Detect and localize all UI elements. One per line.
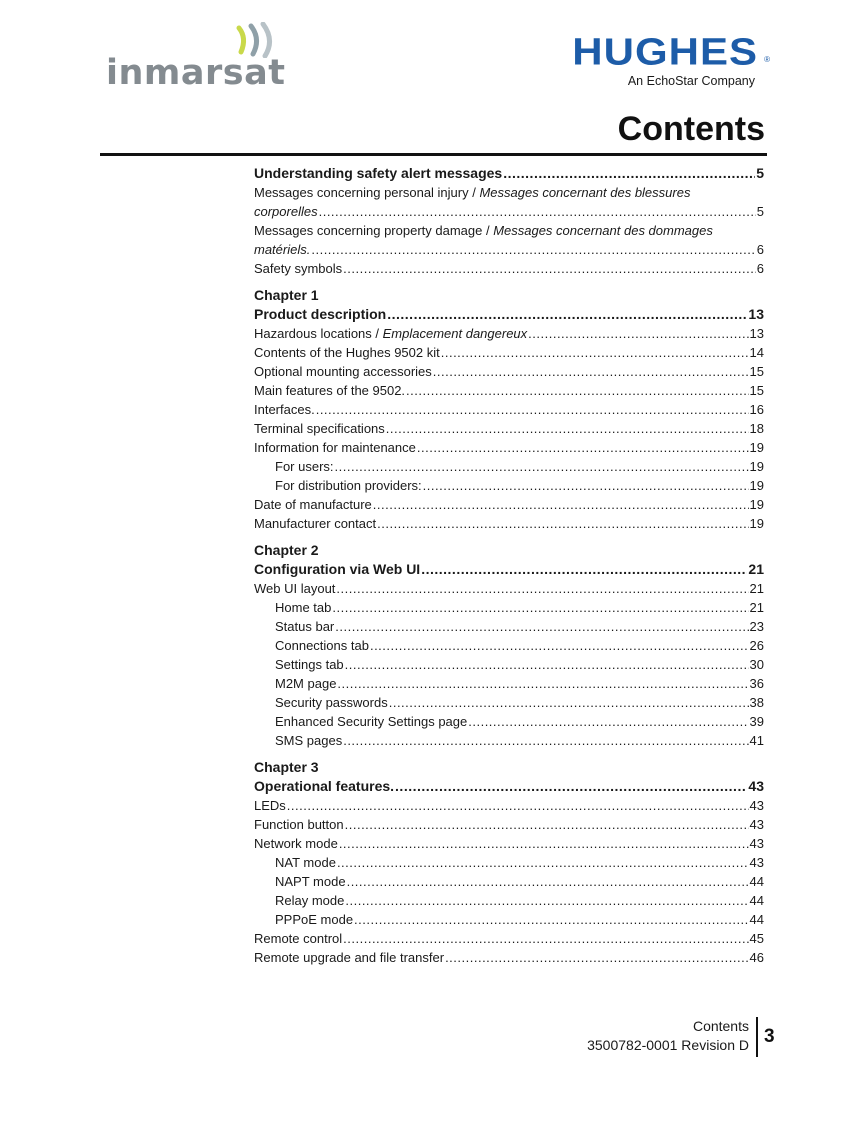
dot-leader <box>417 438 749 457</box>
toc-entry-title: PPPoE mode <box>275 912 354 927</box>
toc-entry-page: 19 <box>749 516 764 531</box>
title-divider <box>100 153 767 156</box>
dot-leader <box>335 617 748 636</box>
dot-leader <box>373 495 749 514</box>
dot-leader <box>345 655 749 674</box>
page-number: 3 <box>764 1026 775 1047</box>
toc-entry-page: 43 <box>749 817 764 832</box>
toc-subentry[interactable] <box>254 693 764 712</box>
toc-entry-page: 21 <box>749 600 764 615</box>
dot-leader <box>421 560 747 579</box>
footer-doc-id: 3500782-0001 Revision D <box>587 1037 749 1053</box>
footer-section-label: Contents <box>692 1018 749 1034</box>
toc-subentry[interactable] <box>254 891 764 910</box>
toc-subentry[interactable] <box>254 872 764 891</box>
toc-entry-page: 41 <box>749 733 764 748</box>
registered-mark: ® <box>764 55 770 64</box>
toc-entry-title: Status bar <box>275 619 335 634</box>
dot-leader <box>370 636 749 655</box>
toc-entry-title: NAT mode <box>275 855 336 870</box>
toc-entry-page: 44 <box>749 874 764 889</box>
toc-entry[interactable] <box>254 324 764 343</box>
toc-entry-page: 44 <box>749 912 764 927</box>
dot-leader <box>468 712 748 731</box>
dot-leader <box>343 929 748 948</box>
toc-entry-title: Messages concerning personal injury / <box>254 185 480 200</box>
toc-entry[interactable] <box>254 438 764 457</box>
toc-entry-title-fr: Emplacement dangereux <box>382 326 528 341</box>
toc-entry-title-cont: matériels. <box>254 242 311 257</box>
toc-entry-title: Remote control <box>254 931 343 946</box>
dot-leader <box>343 731 748 750</box>
dot-leader <box>287 796 749 815</box>
toc-entry-title: LEDs <box>254 798 286 813</box>
toc-subentry[interactable] <box>254 457 764 476</box>
chapter-heading[interactable] <box>254 777 764 796</box>
toc-entry-page: 13 <box>749 326 764 341</box>
toc-entry-page: 23 <box>749 619 764 634</box>
dot-leader <box>503 164 755 183</box>
dot-leader <box>406 381 748 400</box>
toc-entry-page: 19 <box>749 478 764 493</box>
toc-entry-page: 6 <box>756 261 764 276</box>
toc-entry-title: Web UI layout <box>254 581 336 596</box>
dot-leader <box>319 202 756 221</box>
toc-entry-title: M2M page <box>275 676 337 691</box>
dot-leader <box>337 674 748 693</box>
toc-entry-title: Optional mounting accessories <box>254 364 432 379</box>
toc-entry[interactable] <box>254 495 764 514</box>
toc-entry[interactable] <box>254 183 764 221</box>
toc-entry-page: 6 <box>756 242 764 257</box>
toc-entry-title: Remote upgrade and file transfer <box>254 950 445 965</box>
toc-entry-page: 19 <box>749 459 764 474</box>
toc-entry-page: 16 <box>749 402 764 417</box>
hughes-logo <box>555 30 770 93</box>
inmarsat-logo <box>106 20 296 94</box>
toc-entry[interactable] <box>254 362 764 381</box>
toc-subentry[interactable] <box>254 636 764 655</box>
page-title: Contents <box>617 110 765 148</box>
inmarsat-wordmark: inmarsat <box>106 53 286 93</box>
toc-entry-title: Configuration via Web UI <box>254 561 421 577</box>
dot-leader <box>347 872 749 891</box>
toc-entry-page: 26 <box>749 638 764 653</box>
toc-entry[interactable] <box>254 796 764 815</box>
toc-entry-page: 30 <box>749 657 764 672</box>
toc-entry-page: 39 <box>749 714 764 729</box>
toc-entry-page: 19 <box>749 440 764 455</box>
toc-entry-title: NAPT mode <box>275 874 346 889</box>
toc-entry[interactable] <box>254 834 764 853</box>
dot-leader <box>433 362 749 381</box>
dot-leader <box>441 343 749 362</box>
toc-entry-page: 15 <box>749 383 764 398</box>
toc-entry-page: 14 <box>749 345 764 360</box>
dot-leader <box>386 419 749 438</box>
toc-entry-title: Security passwords <box>275 695 388 710</box>
footer-divider <box>756 1017 758 1057</box>
toc-entry-title: Network mode <box>254 836 338 851</box>
toc-entry-title: Messages concerning property damage / <box>254 223 494 238</box>
chapter-label: Chapter 2 <box>254 542 319 558</box>
toc-subentry[interactable] <box>254 617 764 636</box>
dot-leader <box>528 324 748 343</box>
toc-subentry[interactable] <box>254 476 764 495</box>
dot-leader <box>332 598 748 617</box>
toc-entry[interactable] <box>254 815 764 834</box>
dot-leader <box>339 834 749 853</box>
dot-leader <box>335 457 749 476</box>
toc-entry-title: Home tab <box>275 600 332 615</box>
toc-entry-page: 45 <box>749 931 764 946</box>
toc-entry-title: Contents of the Hughes 9502 kit <box>254 345 440 360</box>
toc-entry[interactable] <box>254 514 764 533</box>
toc-entry-title: SMS pages <box>275 733 343 748</box>
toc-entry[interactable] <box>254 400 764 419</box>
toc-entry[interactable] <box>254 419 764 438</box>
toc-entry-title: Hazardous locations / <box>254 326 383 341</box>
toc-entry-title: For distribution providers: <box>275 478 422 493</box>
toc-entry[interactable] <box>254 579 764 598</box>
toc-subentry[interactable] <box>254 712 764 731</box>
toc-entry-page: 18 <box>749 421 764 436</box>
toc-entry-title: Product description <box>254 306 387 322</box>
toc-entry-title: Understanding safety alert messages <box>254 165 503 181</box>
toc-entry-title: Enhanced Security Settings page <box>275 714 468 729</box>
toc-entry-title: Relay mode <box>275 893 345 908</box>
toc-entry-title: Interfaces. <box>254 402 315 417</box>
toc-entry-title: Settings tab <box>275 657 344 672</box>
toc-subentry[interactable] <box>254 910 764 929</box>
dot-leader <box>345 815 749 834</box>
chapter-heading[interactable] <box>254 305 764 324</box>
dot-leader <box>354 910 748 929</box>
toc-entry-page: 5 <box>756 165 764 181</box>
table-of-contents <box>254 164 764 967</box>
toc-entry-page: 43 <box>749 855 764 870</box>
toc-entry[interactable] <box>254 343 764 362</box>
toc-entry-title: Safety symbols <box>254 261 343 276</box>
toc-entry-title-cont: corporelles <box>254 204 318 219</box>
toc-entry-title: Function button <box>254 817 344 832</box>
dot-leader <box>337 853 749 872</box>
dot-leader <box>311 240 755 259</box>
toc-entry[interactable] <box>254 221 764 259</box>
dot-leader <box>445 948 748 967</box>
toc-entry-page: 46 <box>749 950 764 965</box>
dot-leader <box>395 777 747 796</box>
toc-entry[interactable] <box>254 259 764 278</box>
toc-entry-page: 36 <box>749 676 764 691</box>
dot-leader <box>343 259 756 278</box>
chapter-label: Chapter 1 <box>254 287 319 303</box>
toc-entry[interactable] <box>254 381 764 400</box>
toc-entry-title: For users: <box>275 459 334 474</box>
toc-entry-page: 44 <box>749 893 764 908</box>
toc-entry-title-fr: Messages concernant des blessures <box>479 185 691 200</box>
toc-entry-title: Information for maintenance <box>254 440 416 455</box>
dot-leader <box>389 693 749 712</box>
toc-entry-title: Date of manufacture <box>254 497 372 512</box>
toc-entry[interactable] <box>254 164 764 183</box>
toc-entry-page: 15 <box>749 364 764 379</box>
toc-entry-title: Connections tab <box>275 638 369 653</box>
hughes-tagline: An EchoStar Company <box>627 74 755 88</box>
toc-entry-page: 43 <box>748 778 764 794</box>
chapter-heading[interactable] <box>254 560 764 579</box>
toc-entry-page: 21 <box>748 561 764 577</box>
toc-subentry[interactable] <box>254 598 764 617</box>
chapter-label: Chapter 3 <box>254 759 319 775</box>
toc-entry-title: Main features of the 9502. <box>254 383 406 398</box>
toc-entry-page: 13 <box>748 306 764 322</box>
toc-subentry[interactable] <box>254 674 764 693</box>
toc-subentry[interactable] <box>254 655 764 674</box>
hughes-wordmark: HUGHES <box>572 30 758 73</box>
dot-leader <box>423 476 749 495</box>
toc-entry-title: Manufacturer contact <box>254 516 377 531</box>
toc-subentry[interactable] <box>254 853 764 872</box>
toc-entry-title: Operational features. <box>254 778 395 794</box>
dot-leader <box>377 514 748 533</box>
dot-leader <box>387 305 747 324</box>
toc-entry-page: 43 <box>749 836 764 851</box>
toc-entry-page: 43 <box>749 798 764 813</box>
dot-leader <box>336 579 748 598</box>
toc-entry-page: 19 <box>749 497 764 512</box>
toc-entry-page: 21 <box>749 581 764 596</box>
toc-entry[interactable] <box>254 948 764 967</box>
toc-entry-page: 5 <box>756 204 764 219</box>
toc-entry-title: Terminal specifications <box>254 421 385 436</box>
toc-entry-page: 38 <box>749 695 764 710</box>
toc-entry-title-fr: Messages concernant des dommages <box>493 223 713 238</box>
toc-entry[interactable] <box>254 929 764 948</box>
dot-leader <box>345 891 748 910</box>
dot-leader <box>316 400 749 419</box>
toc-subentry[interactable] <box>254 731 764 750</box>
